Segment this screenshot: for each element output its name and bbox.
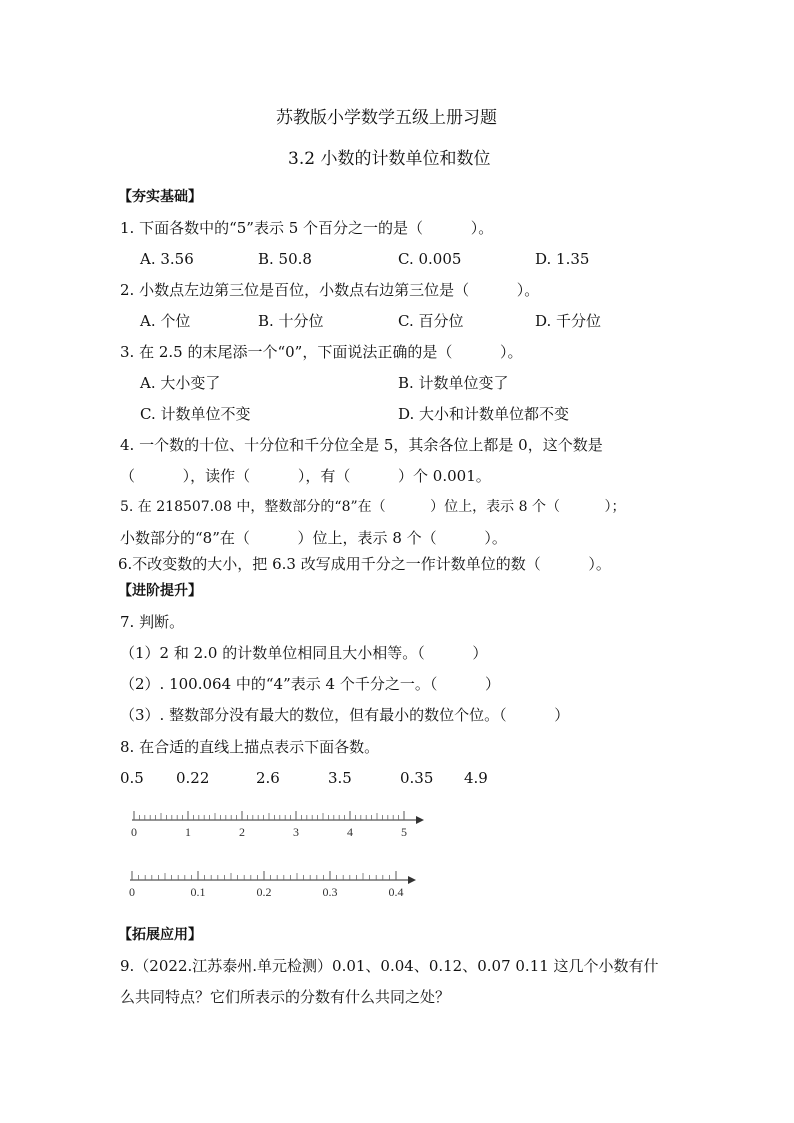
q2-option-a: A. 个位	[140, 312, 191, 330]
tick-label: 1	[185, 825, 191, 839]
q2-stem: 2. 小数点左边第三位是百位，小数点右边第三位是（ ）。	[120, 281, 540, 299]
section-advanced: 【进阶提升】	[118, 583, 202, 599]
q7-stem: 7. 判断。	[120, 613, 185, 631]
tick-label: 0.2	[256, 885, 272, 899]
q3-option-d: D. 大小和计数单位都不变	[398, 405, 570, 423]
q8-number-6: 4.9	[464, 769, 488, 787]
q3-option-a: A. 大小变了	[140, 374, 221, 392]
page-title: 苏教版小学数学五级上册习题	[276, 108, 497, 128]
q1-option-d: D. 1.35	[535, 250, 590, 268]
q8-stem: 8. 在合适的直线上描点表示下面各数。	[120, 738, 380, 756]
tick-label: 4	[347, 825, 353, 839]
tick-label: 5	[401, 825, 407, 839]
q1-stem: 1. 下面各数中的“5”表示 5 个百分之一的是（ ）。	[120, 219, 494, 237]
section-extend: 【拓展应用】	[118, 927, 202, 943]
q5-line2: 小数部分的“8”在（ ）位上，表示 8 个（ ）。	[120, 529, 507, 547]
q7-item-1: （1）2 和 2.0 的计数单位相同且大小相等。（ ）	[120, 644, 488, 662]
section-basic: 【夯实基础】	[118, 189, 202, 205]
q4-line2: （ ），读作（ ），有（ ）个 0.001。	[120, 467, 491, 485]
tick-label: 0.4	[388, 885, 404, 899]
q3-option-c: C. 计数单位不变	[140, 405, 251, 423]
q3-stem: 3. 在 2.5 的末尾添一个“0”，下面说法正确的是（ ）。	[120, 343, 523, 361]
tick-label: 0.3	[322, 885, 338, 899]
q8-number-3: 2.6	[256, 769, 280, 787]
q4-line1: 4. 一个数的十位、十分位和千分位全是 5，其余各位上都是 0，这个数是	[120, 436, 603, 454]
q7-item-2: （2）. 100.064 中的“4”表示 4 个千分之一。（ ）	[120, 675, 501, 693]
q5-line1: 5. 在 218507.08 中，整数部分的“8”在（ ）位上，表示 8 个（ ）；	[120, 499, 626, 515]
arrow-head	[408, 876, 416, 884]
q9-line1: 9.（2022.江苏泰州.单元检测）0.01、0.04、0.12、0.07 0.11 这几个小数有什	[120, 957, 659, 975]
tick-label: 0.1	[190, 885, 206, 899]
number-line-0-to-0.4[interactable]	[120, 863, 436, 911]
q2-option-d: D. 千分位	[535, 312, 602, 330]
q9-line2: 么共同特点？它们所表示的分数有什么共同之处？	[120, 988, 451, 1006]
tick-label: 0	[131, 825, 137, 839]
q7-item-3: （3）. 整数部分没有最大的数位，但有最小的数位个位。（ ）	[120, 706, 570, 724]
tick-label: 0	[129, 885, 135, 899]
q2-option-c: C. 百分位	[398, 312, 464, 330]
q1-option-c: C. 0.005	[398, 250, 462, 268]
q8-number-2: 0.22	[176, 769, 210, 787]
q3-option-b: B. 计数单位变了	[398, 374, 509, 392]
q2-option-b: B. 十分位	[258, 312, 324, 330]
tick-label: 2	[239, 825, 245, 839]
page-subtitle: 3.2 小数的计数单位和数位	[288, 149, 491, 169]
tick-label: 3	[293, 825, 299, 839]
number-line-0-to-5[interactable]	[120, 800, 436, 850]
q1-option-a: A. 3.56	[140, 250, 194, 268]
arrow-head	[416, 816, 424, 824]
q1-option-b: B. 50.8	[258, 250, 312, 268]
q8-number-4: 3.5	[328, 769, 352, 787]
q6-line1: 6.不改变数的大小，把 6.3 改写成用千分之一作计数单位的数（ ）。	[118, 555, 611, 573]
q8-number-1: 0.5	[120, 769, 144, 787]
q8-number-5: 0.35	[400, 769, 434, 787]
